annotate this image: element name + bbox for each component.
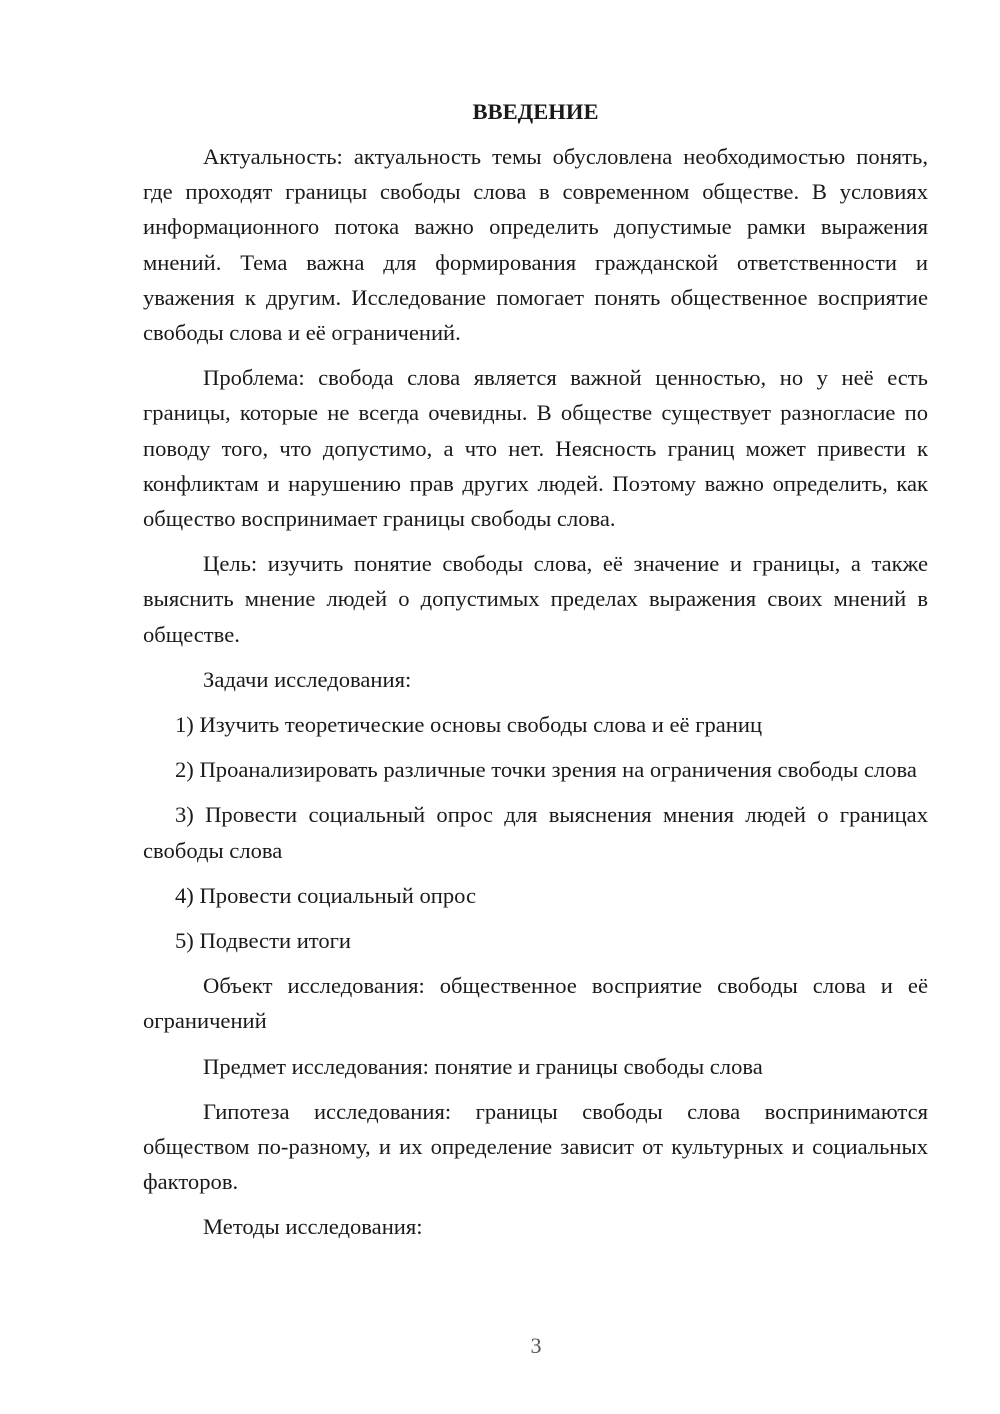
paragraph-subject: Предмет исследования: понятие и границы свободы слова bbox=[203, 1053, 763, 1079]
section-title: ВВЕДЕНИЕ bbox=[472, 99, 599, 124]
paragraph-goal: Цель: изучить понятие свободы слова, её значение и границы, а также выяснить мнение людей о допустимых пределах выражения своих мнений в обществе. bbox=[143, 551, 928, 647]
task-item-2: 2) Проанализировать различные точки зрения на ограничения свободы слова bbox=[175, 757, 917, 783]
paragraph-object: Объект исследования: общественное восприятие свободы слова и её ограничений bbox=[143, 973, 928, 1034]
paragraph-relevance: Актуальность: актуальность темы обусловлена необходимостью понять, где проходят границы свободы слова в современном обществе. В условиях информационного потока важно определить допустимые рамки выражения мнений. Тема важна для формирования гражданской ответственности и уважения к другим. Исследование помогает понять общественное восприятие свободы слова и её ограничений. bbox=[143, 144, 928, 346]
task-item-3: 3) Провести социальный опрос для выяснения мнения людей о границах свободы слова bbox=[143, 802, 928, 863]
paragraph-problem: Проблема: свобода слова является важной ценностью, но у неё есть границы, которые не всегда очевидны. В обществе существует разногласие по поводу того, что допустимо, а что нет. Неясность границ может привести к конфликтам и нарушению прав других людей. Поэтому важно определить, как общество воспринимает границы свободы слова. bbox=[143, 365, 928, 532]
task-item-5: 5) Подвести итоги bbox=[175, 928, 352, 954]
paragraph-methods: Методы исследования: bbox=[203, 1214, 423, 1240]
paragraph-hypothesis: Гипотеза исследования: границы свободы слова воспринимаются обществом по-разному, и их определение зависит от культурных и социальных факторов. bbox=[143, 1098, 928, 1195]
task-item-4: 4) Провести социальный опрос bbox=[175, 882, 477, 908]
paragraph-tasks-heading: Задачи исследования: bbox=[203, 666, 412, 692]
document-body bbox=[143, 94, 928, 1255]
page-number: 3 bbox=[530, 1333, 542, 1358]
task-item-1: 1) Изучить теоретические основы свободы слова и её границ bbox=[175, 712, 763, 738]
